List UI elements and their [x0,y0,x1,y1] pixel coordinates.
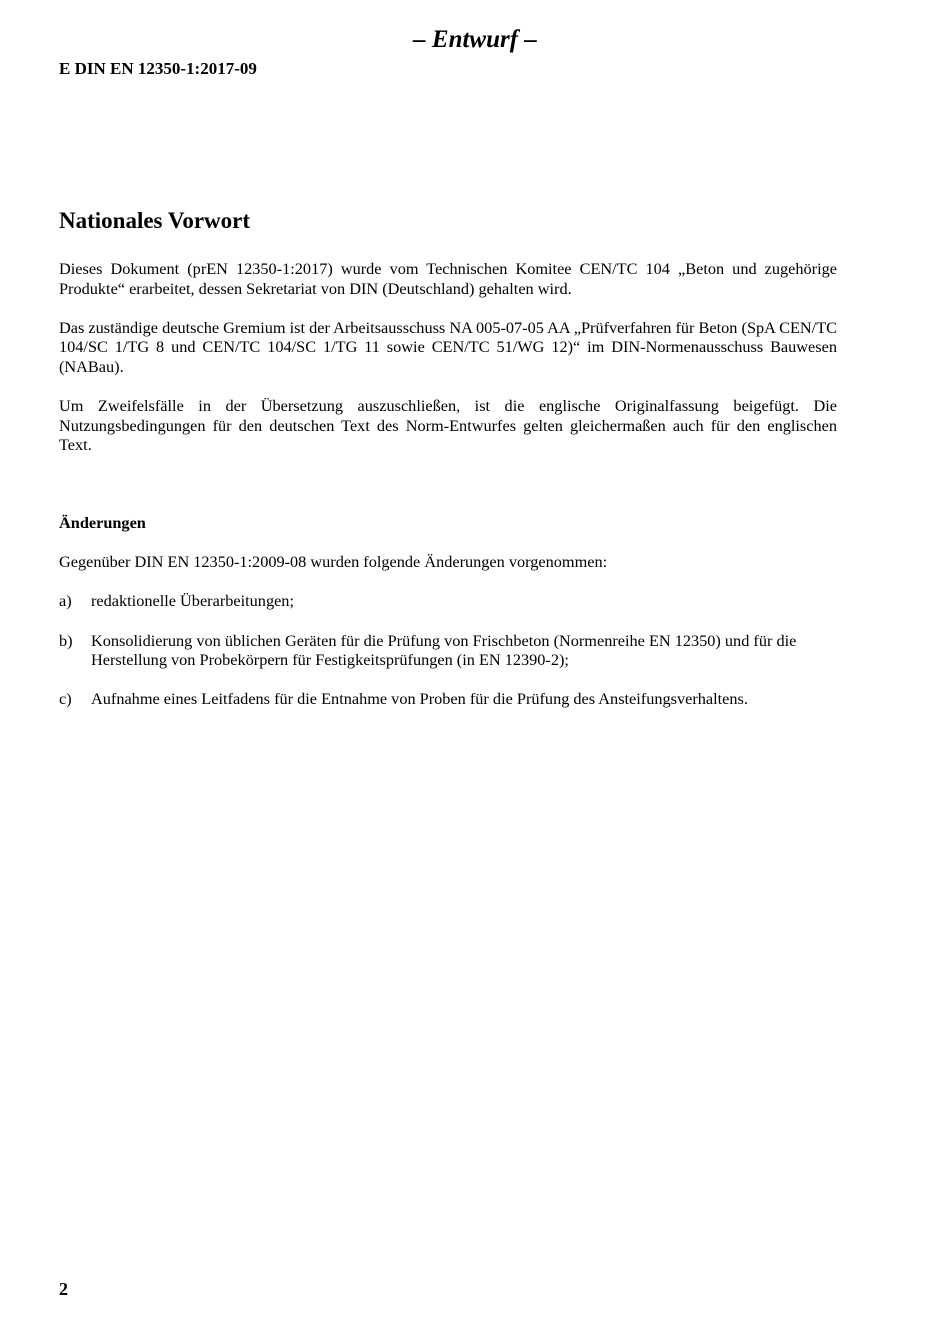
list-item [59,591,837,611]
paragraph-translation-note: Um Zweifelsfälle in der Übersetzung auszuschließen, ist die englische Originalfassung beigefügt. Die Nutzungsbedingungen für den deutschen Text des Norm-Entwurfes gelten gleichermaßen auch für den englischen Text. [59,396,837,455]
changes-intro: Gegenüber DIN EN 12350-1:2009-08 wurden folgende Änderungen vorgenommen: [59,552,608,572]
document-id: E DIN EN 12350-1:2017-09 [59,59,257,78]
section-title: Nationales Vorwort [59,208,251,233]
changes-list [59,591,837,709]
list-item [59,631,837,670]
paragraph-document-origin: Dieses Dokument (prEN 12350-1:2017) wurde vom Technischen Komitee CEN/TC 104 „Beton und zugehörige Produkte“ erarbeitet, dessen Sekretariat von DIN (Deutschland) gehalten wird. [59,259,837,298]
list-marker: b) [59,630,73,650]
list-item-text: Aufnahme eines Leitfadens für die Entnahme von Proben für die Prüfung des Ansteifungsverhaltens. [91,689,748,709]
list-marker: a) [59,591,72,611]
list-marker: c) [59,689,72,709]
page-content [59,205,837,728]
list-item-text: redaktionelle Überarbeitungen; [91,591,294,611]
page-number: 2 [59,1279,68,1299]
list-item [59,689,837,709]
paragraph-responsible-committee: Das zuständige deutsche Gremium ist der Arbeitsausschuss NA 005-07-05 AA „Prüfverfahren für Beton (SpA CEN/TC 104/SC 1/TG 8 und CEN/TC 104/SC 1/TG 11 sowie CEN/TC 51/WG 12)“ im DIN-Normenausschuss Bauwesen (NABau). [59,317,837,376]
changes-heading: Änderungen [59,512,146,532]
draft-mark: – Entwurf – [413,26,537,53]
list-item-text: Konsolidierung von üblichen Geräten für die Prüfung von Frischbeton (Normenreihe EN 12350) und für die Herstellung von Probekörpern für Festigkeitsprüfungen (in EN 12390-2); [91,630,797,670]
